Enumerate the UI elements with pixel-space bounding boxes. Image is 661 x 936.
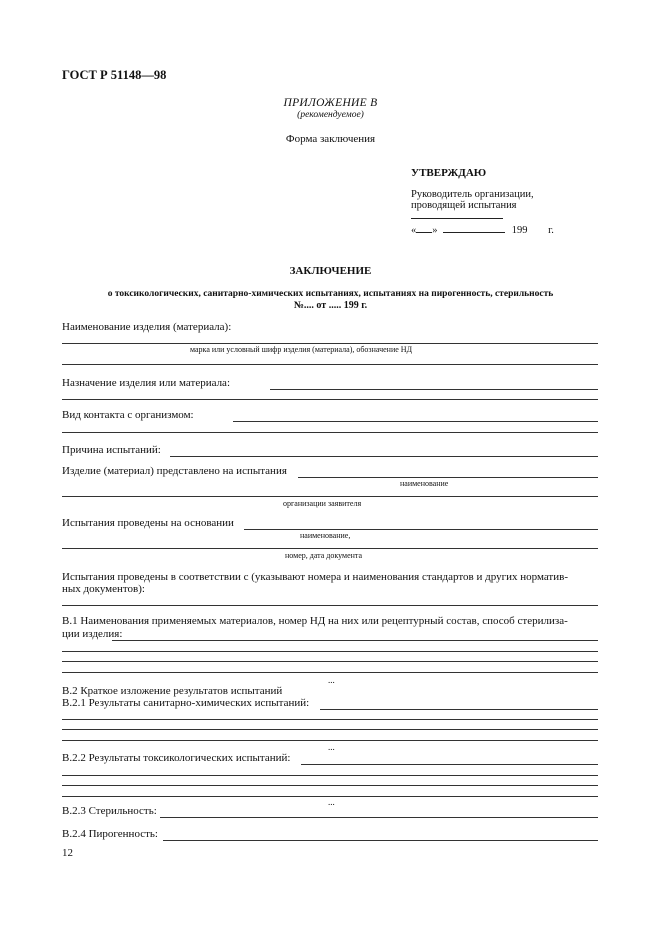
approval-line-1: Руководитель организации, — [411, 189, 534, 200]
section-b22-field[interactable] — [301, 764, 598, 765]
appendix-subtitle: (рекомендуемое) — [297, 110, 364, 120]
section-b21-field[interactable] — [320, 709, 598, 710]
basis-label: Испытания проведены на основании — [62, 517, 234, 529]
product-name-label: Наименование изделия (материала): — [62, 321, 232, 333]
submitted-caption-2: организации заявителя — [283, 499, 362, 508]
day-field[interactable] — [416, 223, 432, 233]
section-b22-label: В.2.2 Результаты токсикологических испытаний: — [62, 752, 291, 764]
section-b1-text-1: В.1 Наименования применяемых материалов, номер НД на них или рецептурный состав, способ стерилиза- — [62, 615, 568, 627]
product-name-field[interactable] — [62, 343, 598, 344]
purpose-field-2[interactable] — [62, 399, 598, 400]
section-b23-field[interactable] — [160, 817, 598, 818]
basis-field[interactable] — [244, 529, 598, 530]
conclusion-about: о токсикологических, санитарно-химических испытаниях, испытаниях на пирогенность, стерильность — [107, 289, 554, 299]
standard-header: ГОСТ Р 51148—98 — [62, 68, 167, 82]
standards-text-2: ных документов): — [62, 583, 145, 595]
month-field[interactable] — [443, 223, 505, 233]
approval-year: 199 — [511, 225, 528, 236]
section-b21-field-2[interactable] — [62, 719, 598, 720]
section-b21-ellipsis: ... — [328, 742, 335, 752]
section-b24-field[interactable] — [163, 840, 598, 841]
submitted-caption-1: наименование — [400, 479, 449, 488]
section-b1-field-3[interactable] — [62, 661, 598, 662]
contact-field-2[interactable] — [62, 432, 598, 433]
quote-close: » — [432, 225, 438, 236]
approval-date — [411, 223, 554, 236]
section-b22-ellipsis: ... — [328, 797, 335, 807]
section-b23-label: В.2.3 Стерильность: — [62, 805, 157, 817]
product-name-caption: марка или условный шифр изделия (материала), обозначение НД — [190, 345, 413, 354]
section-b1-text-2: ции изделия: — [62, 628, 123, 640]
page-number: 12 — [62, 847, 73, 859]
reason-field[interactable] — [170, 456, 598, 457]
purpose-label: Назначение изделия или материала: — [62, 377, 230, 389]
section-b24-label: В.2.4 Пирогенность: — [62, 828, 158, 840]
section-b2-heading: В.2 Краткое изложение результатов испытаний — [62, 685, 283, 697]
section-b21-field-4[interactable] — [62, 740, 598, 741]
section-b21-label: В.2.1 Результаты санитарно-химических испытаний: — [62, 697, 310, 709]
standards-text-1: Испытания проведены в соответствии с (указывают номера и наименования стандартов и других норматив- — [62, 571, 568, 583]
standards-field[interactable] — [62, 605, 598, 606]
product-name-field-2[interactable] — [62, 364, 598, 365]
section-b22-field-2[interactable] — [62, 775, 598, 776]
signature-field[interactable] — [411, 210, 503, 219]
section-b1-field[interactable] — [112, 640, 598, 641]
approval-line-2: проводящей испытания — [411, 200, 517, 211]
purpose-field[interactable] — [270, 389, 598, 390]
basis-caption-1: наименование, — [300, 531, 351, 540]
approval-heading: УТВЕРЖДАЮ — [411, 167, 487, 179]
approval-year-suffix: г. — [548, 225, 554, 236]
appendix-title: ПРИЛОЖЕНИЕ В — [283, 97, 378, 109]
submitted-field-2[interactable] — [62, 496, 598, 497]
contact-field[interactable] — [233, 421, 598, 422]
submitted-field[interactable] — [298, 477, 598, 478]
section-b21-field-3[interactable] — [62, 729, 598, 730]
conclusion-title: ЗАКЛЮЧЕНИЕ — [289, 265, 372, 277]
reason-label: Причина испытаний: — [62, 444, 161, 456]
conclusion-number: №.... от ..... 199 г. — [293, 300, 368, 311]
section-b1-field-4[interactable] — [62, 672, 598, 673]
section-b1-field-2[interactable] — [62, 651, 598, 652]
basis-caption-2: номер, дата документа — [285, 551, 363, 560]
basis-field-2[interactable] — [62, 548, 598, 549]
submitted-label: Изделие (материал) представлено на испытания — [62, 465, 287, 477]
quote-open: « — [411, 225, 417, 236]
form-title: Форма заключения — [285, 133, 376, 145]
section-b22-field-3[interactable] — [62, 785, 598, 786]
contact-label: Вид контакта с организмом: — [62, 409, 194, 421]
section-b1-ellipsis: ... — [328, 675, 335, 685]
